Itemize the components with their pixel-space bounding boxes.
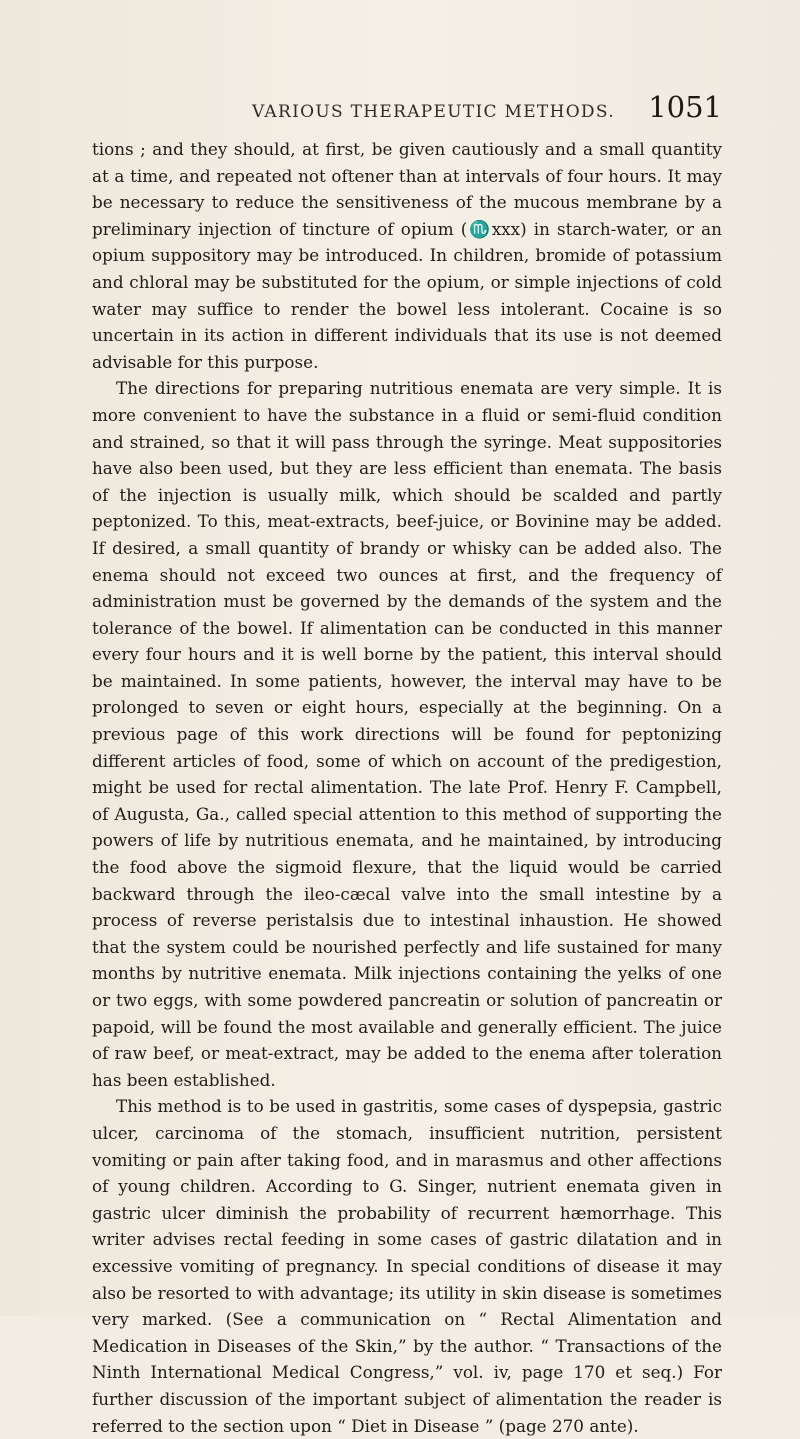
paragraph-continuation: tions ; and they should, at first, be given cautiously and a small quantity at a time, and repeated not oftener than at intervals of four hours. It may be necessary to reduce the sensitiveness of the mucous membrane by a preliminary injection of tincture of opium (♏xxx) in starch-water, or an opium suppository may be introduced. In children, bromide of potassium and chloral may be substituted for the opium, or simple injections of cold water may suffice to render the bowel less intolerant. Cocaine is so uncertain in its action in different individuals that its use is not deemed advisable for this purpose. bbox=[92, 139, 722, 372]
running-title: VARIOUS THERAPEUTIC METHODS. bbox=[252, 102, 615, 122]
running-head bbox=[92, 80, 722, 124]
body-text bbox=[92, 136, 722, 1439]
page-number: 1051 bbox=[648, 90, 722, 124]
paragraph-indications: This method is to be used in gastritis, some cases of dyspepsia, gastric ulcer, carcinoma of the stomach, insufficient nutrition, persistent vomiting or pain after taking food, and in marasmus and other affections of young children. According to G. Singer, nutrient enemata given in gastric ulcer diminish the probability of recurrent hæmorrhage. This writer advises rectal feeding in some cases of gastric dilatation and in excessive vomiting of pregnancy. In special conditions of disease it may also be resorted to with advantage; its utility in skin disease is sometimes very marked. (See a communication on “ Rectal Alimentation and Medication in Diseases of the Skin,” by the author. “ Transactions of the Ninth International Medical Congress,” vol. iv, page 170 et seq.) For further discussion of the important subject of alimentation the reader is referred to the section upon “ Diet in Disease ” (page 270 ante). bbox=[92, 1096, 722, 1436]
paragraph-preparing-enemata: The directions for preparing nutritious enemata are very simple. It is more convenient to have the substance in a fluid or semi-fluid condition and strained, so that it will pass through the syringe. Meat suppositories have also been used, but they are less efficient than enemata. The basis of the injection is usually milk, which should be scalded and partly peptonized. To this, meat-extracts, beef-juice, or Bovinine may be added. If desired, a small quantity of brandy or whisky can be added also. The enema should not exceed two ounces at first, and the frequency of administration must be governed by the demands of the system and the tolerance of the bowel. If alimentation can be conducted in this manner every four hours and it is well borne by the patient, this interval should be maintained. In some patients, however, the interval may have to be prolonged to seven or eight hours, especially at the beginning. On a previous page of this work directions will be found for peptonizing different articles of food, some of which on account of the predigestion, might be used for rectal alimentation. The late Prof. Henry F. Campbell, of Augusta, Ga., called special attention to this method of supporting the powers of life by nutritious enemata, and he maintained, by introducing the food above the sigmoid flexure, that the liquid would be carried backward through the ileo-cæcal valve into the small intestine by a process of reverse peristalsis due to intestinal inhaustion. He showed that the system could be nourished perfectly and life sustained for many months by nutritive enemata. Milk injections containing the yelks of one or two eggs, with some powdered pancreatin or solution of pancreatin or papoid, will be found the most available and generally efficient. The juice of raw beef, or meat-extract, may be added to the enema after toleration has been established. bbox=[92, 378, 722, 1090]
